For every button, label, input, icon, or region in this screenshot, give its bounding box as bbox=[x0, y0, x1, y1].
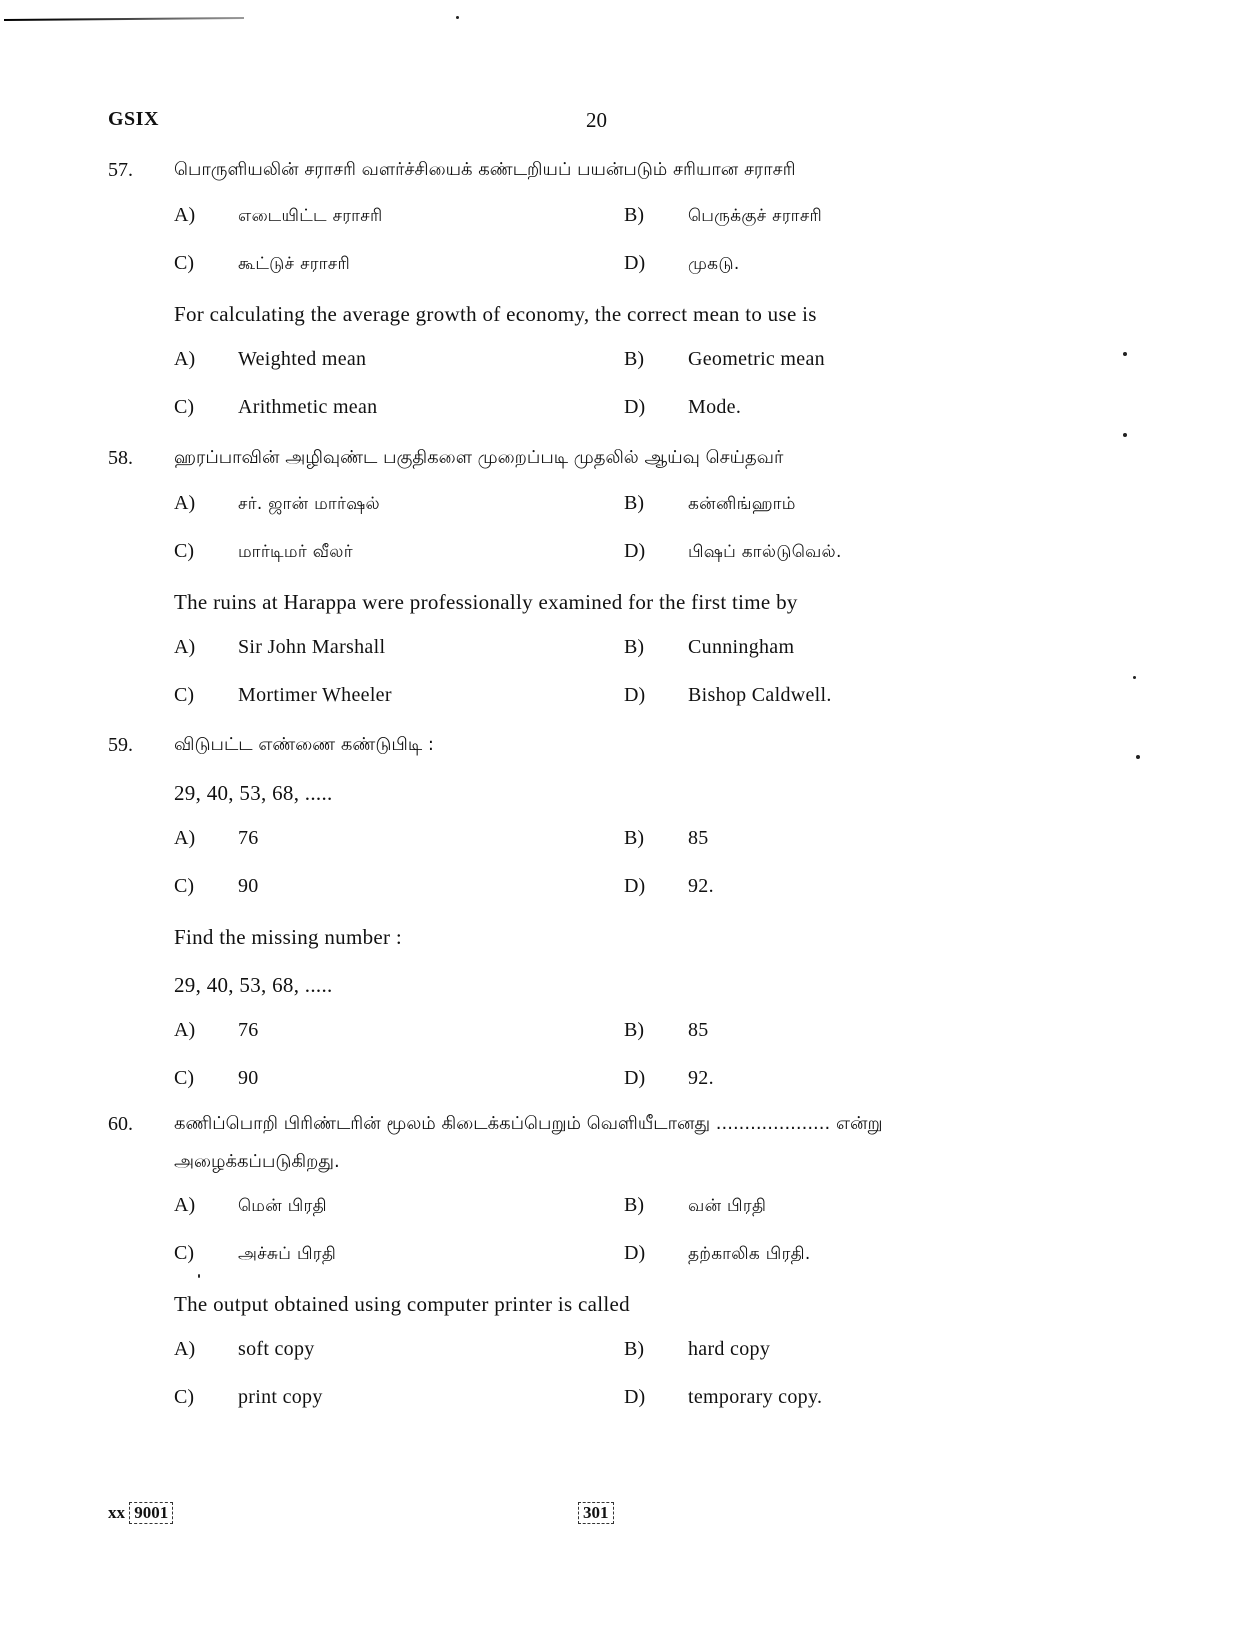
option-b-tamil: B) கன்னிங்ஹாம் bbox=[624, 492, 796, 514]
option-c-tamil: C) மார்டிமர் வீலர் bbox=[174, 540, 353, 562]
question-text-english: The ruins at Harappa were professionally examined for the first time by bbox=[174, 590, 798, 614]
option-d-tamil: D) 92. bbox=[624, 875, 714, 897]
option-d-english: D) Mode. bbox=[624, 396, 742, 418]
option-d-english: D) temporary copy. bbox=[624, 1386, 823, 1408]
sheet-number bbox=[578, 1502, 614, 1524]
question-text-english: Find the missing number : bbox=[174, 925, 402, 949]
question-number: 57. bbox=[108, 159, 133, 181]
series-code: GSIX bbox=[108, 108, 159, 130]
option-a-english: A) Weighted mean bbox=[174, 348, 367, 370]
page-header bbox=[108, 108, 1126, 138]
option-d-tamil: D) முகடு. bbox=[624, 252, 740, 274]
scan-speck bbox=[456, 16, 459, 19]
option-b-english: B) Cunningham bbox=[624, 636, 795, 658]
question-text-tamil-line1: கணிப்பொறி பிரிண்டரின் மூலம் கிடைக்கப்பெறும் வெளியீடானது .................... என்று bbox=[174, 1113, 883, 1134]
question-59 bbox=[108, 731, 1138, 1115]
booklet-code bbox=[108, 1502, 173, 1524]
question-58 bbox=[108, 444, 1138, 732]
question-number: 59. bbox=[108, 734, 133, 756]
option-b-tamil: B) பெருக்குச் சராசரி bbox=[624, 204, 823, 226]
option-c-tamil: C) 90 bbox=[174, 875, 259, 897]
option-a-tamil: A) 76 bbox=[174, 827, 259, 849]
option-a-tamil: A) சர். ஜான் மார்ஷல் bbox=[174, 492, 380, 514]
option-a-english: A) soft copy bbox=[174, 1338, 315, 1360]
option-b-english: B) Geometric mean bbox=[624, 348, 825, 370]
option-b-english: B) 85 bbox=[624, 1019, 709, 1041]
option-b-tamil: B) வன் பிரதி bbox=[624, 1194, 767, 1216]
option-b-english: B) hard copy bbox=[624, 1338, 771, 1360]
question-text-tamil-line2: அழைக்கப்படுகிறது. bbox=[174, 1151, 340, 1172]
sheet-number-box: 301 bbox=[578, 1502, 614, 1524]
option-c-tamil: C) கூட்டுச் சராசரி bbox=[174, 252, 350, 274]
option-a-tamil: A) மென் பிரதி bbox=[174, 1194, 327, 1216]
option-a-english: A) 76 bbox=[174, 1019, 259, 1041]
option-c-tamil: C) அச்சுப் பிரதி bbox=[174, 1242, 337, 1264]
question-text-english: For calculating the average growth of economy, the correct mean to use is bbox=[174, 302, 817, 326]
option-d-english: D) Bishop Caldwell. bbox=[624, 684, 832, 706]
number-sequence-tamil: 29, 40, 53, 68, ..... bbox=[174, 781, 333, 805]
question-number: 58. bbox=[108, 447, 133, 469]
page-number: 20 bbox=[586, 108, 607, 132]
option-b-tamil: B) 85 bbox=[624, 827, 709, 849]
question-60 bbox=[108, 1110, 1138, 1434]
question-57 bbox=[108, 156, 1138, 444]
option-d-tamil: D) பிஷப் கால்டுவெல். bbox=[624, 540, 842, 562]
booklet-prefix: xx bbox=[108, 1503, 125, 1522]
scan-rule-line bbox=[4, 17, 244, 21]
question-text-english: The output obtained using computer printer is called bbox=[174, 1292, 630, 1316]
option-a-english: A) Sir John Marshall bbox=[174, 636, 386, 658]
question-text-tamil: ஹரப்பாவின் அழிவுண்ட பகுதிகளை முறைப்படி முதலில் ஆய்வு செய்தவர் bbox=[174, 447, 784, 468]
option-d-english: D) 92. bbox=[624, 1067, 714, 1089]
question-number: 60. bbox=[108, 1113, 133, 1135]
option-c-english: C) print copy bbox=[174, 1386, 323, 1408]
option-c-english: C) Arithmetic mean bbox=[174, 396, 378, 418]
option-c-english: C) Mortimer Wheeler bbox=[174, 684, 392, 706]
option-a-tamil: A) எடையிட்ட சராசரி bbox=[174, 204, 383, 226]
number-sequence-english: 29, 40, 53, 68, ..... bbox=[174, 973, 333, 997]
option-d-tamil: D) தற்காலிக பிரதி. bbox=[624, 1242, 811, 1264]
booklet-code-box: 9001 bbox=[129, 1502, 173, 1524]
option-c-english: C) 90 bbox=[174, 1067, 259, 1089]
question-text-tamil: பொருளியலின் சராசரி வளர்ச்சியைக் கண்டறியப் பயன்படும் சரியான சராசரி bbox=[174, 159, 796, 180]
page-footer bbox=[108, 1502, 1126, 1532]
question-text-tamil: விடுபட்ட எண்ணை கண்டுபிடி : bbox=[174, 734, 434, 755]
